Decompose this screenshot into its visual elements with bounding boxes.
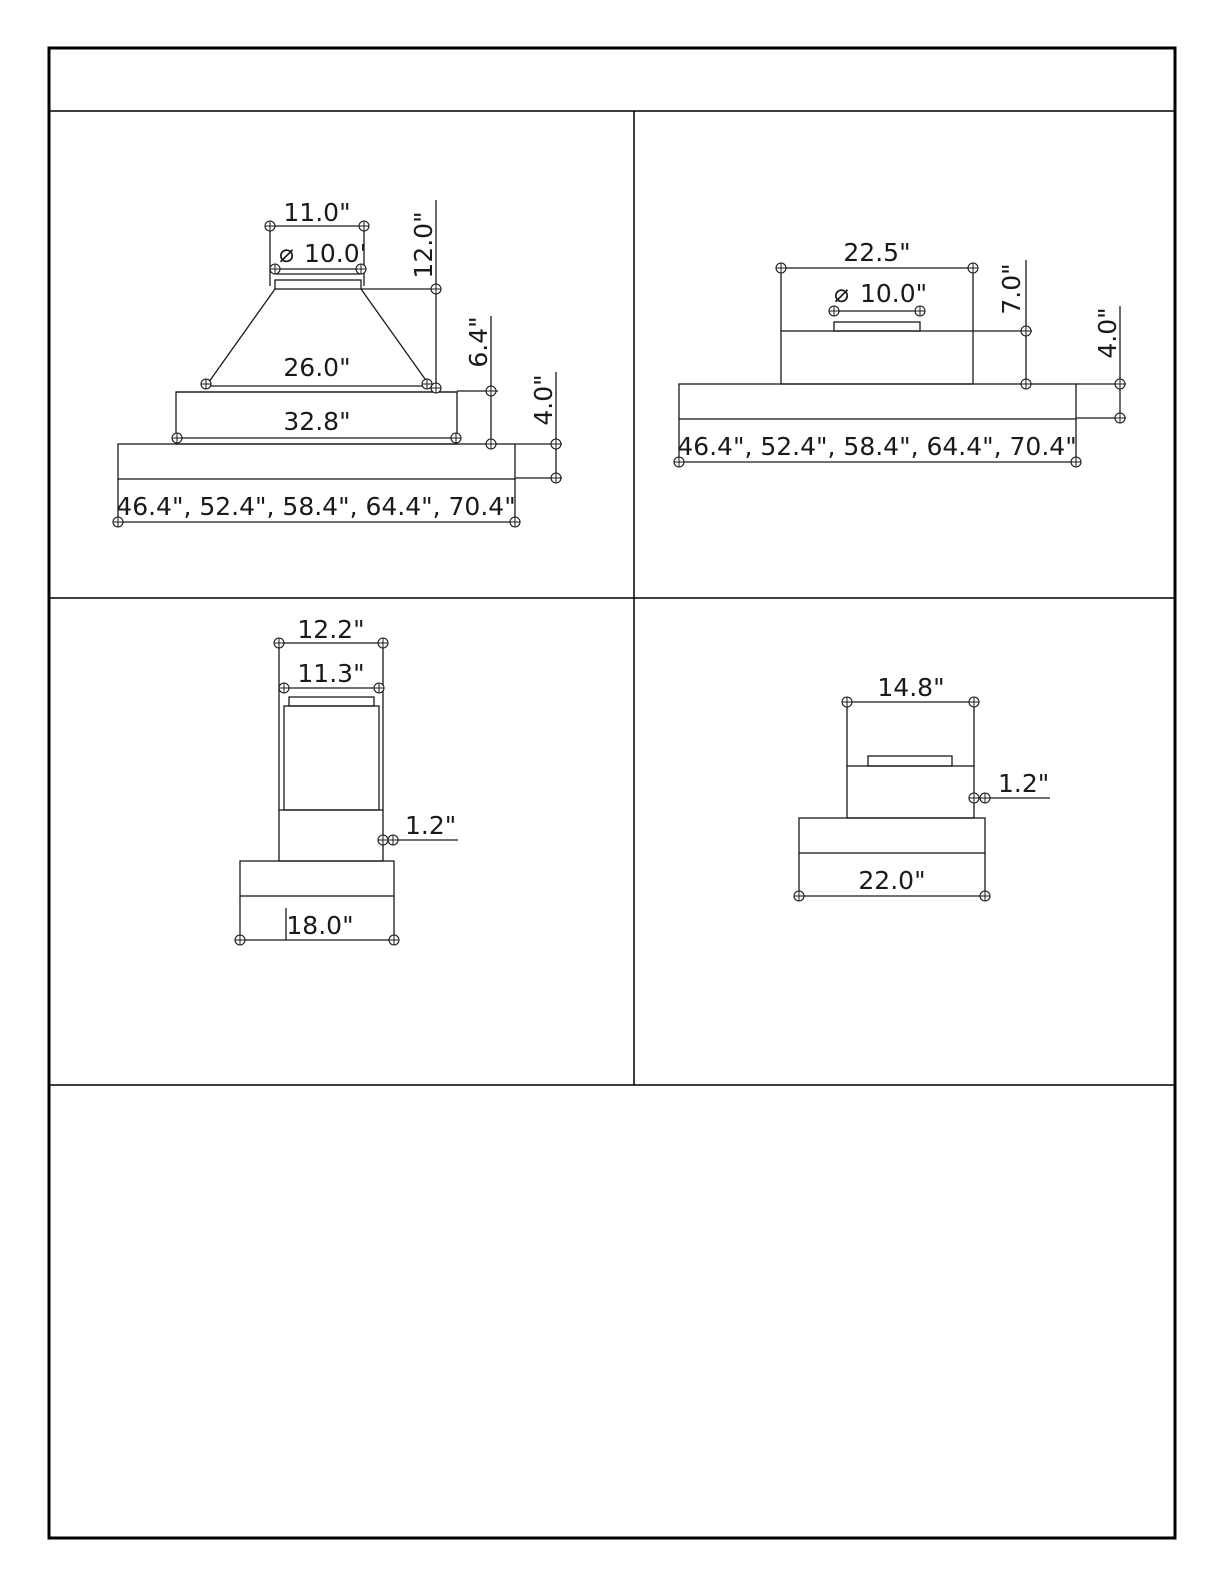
dim-marker [842,697,852,707]
side-canopy-outline [240,861,394,896]
front-view [113,198,562,527]
side-alt-view [794,673,1050,901]
side-alt-duct-collar [868,756,952,766]
front-alt-canopy-outline [679,384,1076,419]
front-canopy-height-label: 4.0" [529,374,558,426]
dim-marker [980,891,990,901]
dim-marker [374,683,384,693]
side-alt-base-depth-label: 22.0" [858,866,926,895]
front-trapezoid-right-edge [361,289,430,386]
front-alt-top-width-label: 22.5" [843,238,911,267]
dim-marker [1021,379,1031,389]
side-alt-top-width-label: 14.8" [877,673,945,702]
side-step-offset-label: 1.2" [405,811,457,840]
dim-marker [451,433,461,443]
front-alt-duct-diameter-label: 10.0" [860,279,928,308]
front-canopy-outline [118,444,515,479]
side-alt-canopy-outline [799,818,985,853]
dim-marker [551,439,561,449]
dim-marker [388,835,398,845]
side-top-width-label: 12.2" [297,615,365,644]
dim-marker [980,793,990,803]
front-canopy-width-label: 46.4", 52.4", 58.4", 64.4", 70.4" [116,492,516,521]
front-alt-upper-body-outline [781,331,973,384]
dim-marker [201,379,211,389]
front-alt-canopy-width-label: 46.4", 52.4", 58.4", 64.4", 70.4" [677,432,1077,461]
front-alt-view [674,238,1126,467]
front-duct-diameter-label: 10.0' [304,239,367,268]
side-alt-step-offset-label: 1.2" [998,769,1050,798]
front-alt-canopy-height-label: 4.0" [1093,307,1122,359]
dim-marker [431,284,441,294]
front-trapezoid-left-edge [206,289,275,386]
front-duct-collar [275,280,361,289]
dim-marker [378,638,388,648]
front-total-height-label: 12.0" [409,211,438,279]
front-alt-duct-collar [834,322,920,331]
front-middle-width-label: 32.8" [283,407,351,436]
dim-marker [1021,326,1031,336]
dim-marker [279,683,289,693]
side-inner-width-label: 11.3" [297,659,365,688]
dim-marker [422,379,432,389]
dim-marker [486,386,496,396]
dim-marker [776,263,786,273]
dim-marker [359,221,369,231]
dim-marker [172,433,182,443]
front-duct-diameter-symbol: ⌀ [279,239,295,268]
front-alt-duct-diameter-symbol: ⌀ [834,279,850,308]
dim-marker [389,935,399,945]
side-duct-collar [289,697,374,706]
dim-marker [794,891,804,901]
dim-marker [486,439,496,449]
front-trapezoid-base-label: 26.0" [283,353,351,382]
front-top-width-label: 11.0" [283,198,351,227]
dim-marker [969,793,979,803]
side-view [235,615,458,945]
dim-marker [969,697,979,707]
dim-marker [274,638,284,648]
dim-marker [1115,379,1125,389]
dim-marker [235,935,245,945]
dim-marker [265,221,275,231]
side-base-depth-label: 18.0" [286,911,354,940]
dim-marker [1115,413,1125,423]
side-alt-upper-body-outline [847,766,974,818]
dim-marker [968,263,978,273]
side-middle-tier-outline [279,810,383,861]
front-chimney-height-label: 6.4" [464,316,493,368]
front-alt-upper-height-label: 7.0" [997,263,1026,315]
dim-marker [551,473,561,483]
dim-marker [378,835,388,845]
side-chimney-outline [284,706,379,810]
